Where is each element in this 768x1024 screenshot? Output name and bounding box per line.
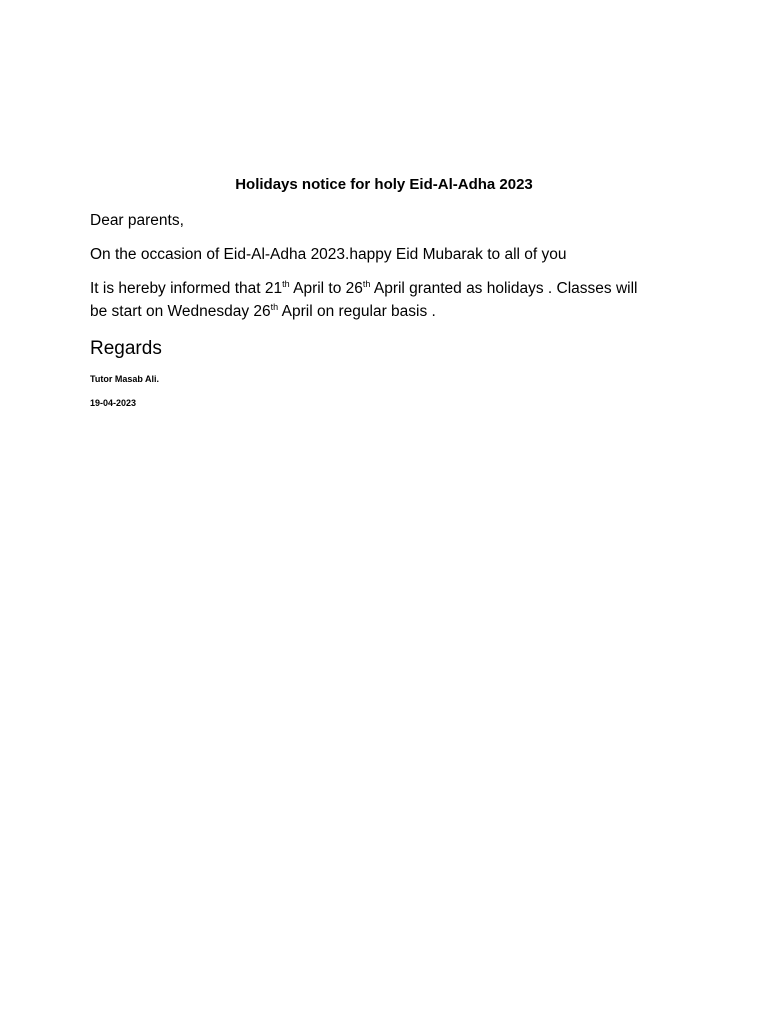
occasion-line: On the occasion of Eid-Al-Adha 2023.happy Eid Mubarak to all of you bbox=[90, 246, 567, 263]
info-text-1: It is hereby informed that 21 bbox=[90, 280, 283, 297]
info-text-5: April on regular basis . bbox=[278, 303, 436, 320]
salutation: Dear parents, bbox=[90, 212, 184, 229]
info-text-4: be start on Wednesday 26 bbox=[90, 303, 271, 320]
signature: Tutor Masab Ali. bbox=[90, 374, 160, 384]
holiday-info-line-1 bbox=[90, 277, 690, 300]
ordinal-suffix: th bbox=[362, 279, 371, 289]
info-text-2: April to 26 bbox=[289, 280, 363, 297]
notice-title: Holidays notice for holy Eid-Al-Adha 2023 bbox=[235, 176, 533, 193]
ordinal-suffix: th bbox=[270, 302, 279, 312]
holiday-info-line-2 bbox=[90, 300, 690, 323]
closing-regards: Regards bbox=[90, 338, 162, 359]
ordinal-suffix: th bbox=[282, 279, 290, 289]
notice-date: 19-04-2023 bbox=[90, 398, 137, 408]
info-text-3: April granted as holidays . Classes will bbox=[370, 280, 638, 297]
